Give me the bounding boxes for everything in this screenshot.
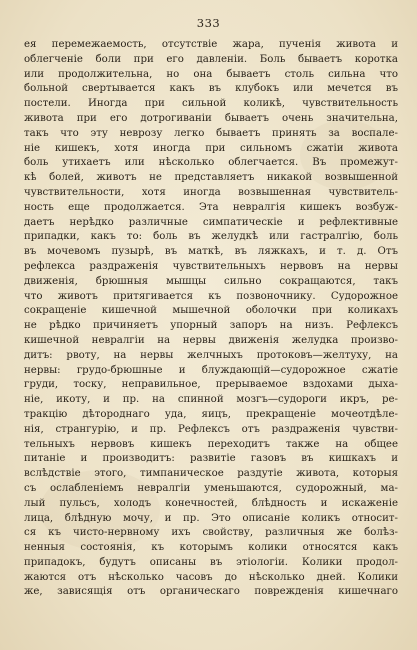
text-line: кишечной невралгіи на нервы движенія желудка произво- (24, 334, 398, 346)
text-line: въ мочевомъ пузырѣ, въ маткѣ, въ ляжкахъ, и т. д. Отъ (24, 246, 398, 258)
text-line: питаніе и производитъ: развитіе газовъ въ кишкахъ и (24, 453, 398, 465)
text-line: дитъ: рвоту, на нервы желчныхъ протоковъ—желтуху, на (24, 349, 398, 361)
text-line: нія, странгурію, и пр. Рефлексъ отъ раздраженія чувстви- (24, 423, 398, 435)
text-line: ность еще продолжается. Эта невралгія кишекъ возбуж- (24, 201, 398, 213)
text-line: чувствительности, хотя иногда возвышенная чувствитель- (24, 186, 398, 198)
text-line: постели. Иногда при сильной коликѣ, чувствительность (24, 98, 398, 110)
text-line: ея перемежаемость, отсутствіе жара, пученія живота и (24, 39, 398, 50)
text-line: ся къ чисто-нервному ихъ свойству, различныя же болѣз- (24, 527, 398, 539)
text-line: боль утихаетъ или нѣсколько облегчается. Въ промежут- (24, 157, 398, 169)
text-line: жаются отъ нѣсколько часовъ до нѣсколько дней. Колики (24, 571, 398, 583)
text-line: же, зависящія отъ органическаго поврежденія кишечнаго (24, 586, 398, 598)
body-text (24, 38, 398, 600)
text-line: облегченіе боли при его давленіи. Боль бываетъ коротка (24, 53, 398, 65)
text-line: тельныхъ нервовъ кишекъ переходитъ также на общее (24, 438, 398, 450)
text-line: припадки, какъ то: боль въ желудкѣ или гастралгію, боль (24, 231, 398, 243)
text-line: припадокъ, будутъ описаны въ этіологіи. Колики продол- (24, 556, 398, 568)
page-number: 333 (196, 16, 221, 30)
text-line: ніе кишекъ, хотя иногда при сильномъ сжатіи живота (24, 142, 398, 154)
text-line: тракцію дѣтороднаго уда, яицъ, прекращеніе мочеотдѣле- (24, 408, 398, 420)
text-line: лый пульсъ, холодъ конечностей, блѣдность и искаженіе (24, 497, 398, 509)
text-line: съ ослабленіемъ невралгіи уменьшаются, судорожный, ма- (24, 482, 398, 494)
text-line: что животъ притягивается къ позвоночнику. Судорожное (24, 290, 398, 302)
text-line: ніе, икоту, и пр. на спинной мозгъ—судороги икръ, ре- (24, 394, 398, 406)
text-line: груди, тоску, неправильное, прерываемое вздохами дыха- (24, 379, 398, 391)
text-line: или продолжительна, но она бываетъ столь сильна что (24, 68, 398, 80)
text-line: не рѣдко причиняетъ упорный запоръ на низъ. Рефлексъ (24, 320, 398, 332)
text-line: даетъ нерѣдко различные симпатическіе и рефлективные (24, 216, 398, 228)
text-line: лица, блѣдную мочу, и пр. Это описаніе коликъ относит- (24, 512, 398, 524)
text-line: вслѣдствіе этого, тимпаническое раздутіе живота, которыя (24, 468, 398, 480)
text-line: нервы: грудо-брюшные и блуждающій—судорожное сжатіе (24, 364, 398, 376)
text-line: такъ что эту неврозу легко бываетъ принять за воспале- (24, 127, 398, 139)
text-line: кѣ болей, животъ не представляетъ никакой возвышенной (24, 172, 398, 184)
text-line: живота при его дотрогиваніи бываетъ очень значительна, (24, 112, 398, 124)
text-line: больной свертывается какъ въ клубокъ или мечется въ (24, 83, 398, 95)
text-line: движенія, брюшныя мышцы сильно сокращаются, такъ (24, 275, 398, 287)
text-line: сокращеніе кишечной мышечной оболочки при коликахъ (24, 305, 398, 317)
text-line: рефлекса раздраженія чувствительныхъ нервовъ на нервы (24, 260, 398, 272)
text-line: ненныя состоянія, къ которымъ колики относятся какъ (24, 542, 398, 554)
